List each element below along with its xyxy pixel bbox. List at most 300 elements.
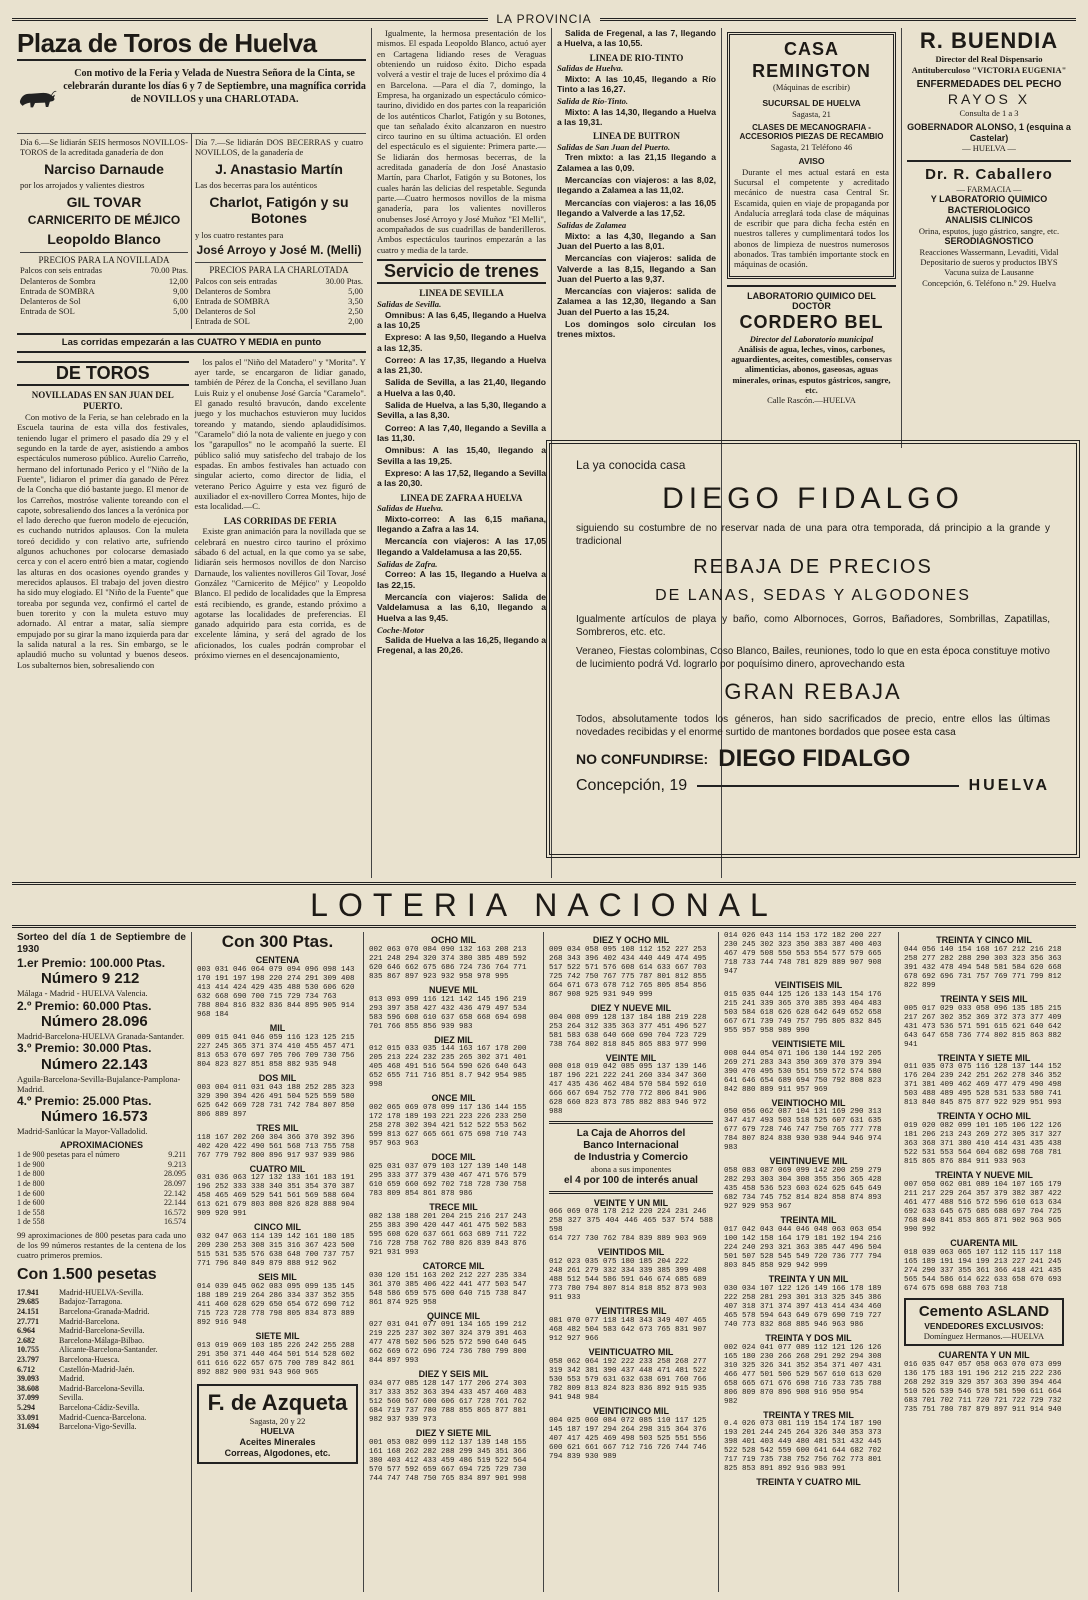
loteria-number-row: 674 675 698 688 703 718 [904, 1284, 1008, 1293]
loteria-group-heading: VEINTIDOS MIL [597, 1247, 665, 1258]
loteria-number-row: 398 401 403 449 480 481 531 432 445 [724, 1438, 882, 1447]
premio-places: Aguila-Barcelona-Sevilla-Bujalance-Pamplona-Madrid. [17, 1073, 181, 1094]
loteria-number-row: 512 560 567 600 606 617 728 761 762 [369, 1398, 527, 1407]
loteria-number-row: 193 201 244 245 264 326 340 353 373 [724, 1429, 882, 1438]
loteria-number-row: 253 264 312 335 363 377 451 496 527 [549, 1022, 707, 1031]
train-entry: Correo: A las 17,35, llegando a Huelva a las 21,30. [377, 354, 546, 376]
loteria-number-row: 402 420 422 490 561 568 713 755 758 [197, 1142, 355, 1151]
loteria-number-row: 955 957 958 989 990 [724, 1026, 810, 1035]
loteria-number-row: 465 578 594 643 649 679 690 719 727 [724, 1311, 882, 1320]
loteria-number-row: 503 488 489 495 528 531 533 580 741 [904, 1090, 1062, 1099]
loteria-number-row: 682 734 745 752 814 824 858 874 893 [724, 1194, 882, 1203]
list1500-number: 6.712 [17, 1364, 35, 1374]
loteria-title: LOTERIA NACIONAL [12, 882, 1076, 928]
loteria-number-row: 227 245 365 371 374 410 455 457 471 [197, 1042, 355, 1051]
loteria-number-row: 248 261 279 332 334 339 385 399 408 [549, 1267, 707, 1276]
loteria-number-row: 501 507 528 545 549 720 736 777 794 [724, 1252, 882, 1261]
loteria-number-row: 012 015 033 035 144 163 167 178 200 [369, 1045, 527, 1054]
loteria-number-row: 018 039 063 065 107 112 115 117 118 [904, 1248, 1062, 1257]
loteria-number-row: 007 050 062 081 089 104 107 165 179 [904, 1180, 1062, 1189]
loteria-number-row: 269 271 283 343 350 369 370 379 394 [724, 1058, 882, 1067]
aprox-row [17, 1198, 186, 1208]
caja-ahorros-ad [549, 1121, 713, 1193]
loteria-premios-column [12, 932, 192, 1592]
loteria-group-heading: VEINTICINCO MIL [593, 1405, 669, 1416]
price-label: Entrada de SOL [20, 306, 75, 317]
loteria-group-heading: DIEZ Y SEIS MIL [418, 1369, 489, 1380]
loteria-number-row: 222 258 281 293 301 313 325 345 386 [724, 1293, 882, 1302]
aprox-number: 28.095 [164, 1169, 186, 1179]
caja-l1: La Caja de Ahorros del [576, 1128, 686, 1140]
loteria-number-row: 004 008 099 128 137 184 188 219 228 [549, 1013, 707, 1022]
caballero-l2: Y LABORATORIO QUIMICO BACTERIOLOGICO [930, 193, 1048, 215]
loteria-number-row: 595 608 620 637 661 663 689 711 722 [369, 1230, 527, 1239]
loteria-number-row: 176 204 239 242 251 262 278 346 352 [904, 1072, 1062, 1081]
train-line-heading: LINEA DE BUITRON [592, 131, 681, 142]
caballero-l1: — FARMACIA — [956, 183, 1022, 194]
price-value: 70.00 Ptas. [150, 265, 188, 276]
loteria-number-row: 466 477 501 506 529 567 610 613 620 [724, 1370, 882, 1379]
train-entry: Mixto-correo: A las 6,15 mañana, llegando a Zafra a las 14. [377, 513, 546, 534]
loteria-grid-2 [197, 955, 358, 1377]
loteria-group-heading: SEIS MIL [258, 1272, 297, 1283]
loteria-number-row: 744 747 748 750 765 834 897 901 998 [369, 1474, 527, 1483]
aprox-label: 1 de 800 [17, 1179, 45, 1189]
fidalgo-name: DIEGO FIDALGO [662, 482, 964, 515]
fidalgo-ad [546, 440, 1080, 858]
remington-ad [727, 32, 896, 279]
loteria-number-row: 003 004 011 031 043 188 252 285 323 [197, 1083, 355, 1092]
cordero-role: Director del Laboratorio municipal [749, 333, 874, 344]
loteria-group-heading: TREINTA Y OCHO MIL [937, 1111, 1031, 1122]
caballero-l6: Reacciones Wassermann, Levaditi, Vidal [919, 247, 1059, 258]
loteria-number-row: 145 187 197 294 264 298 315 364 376 [549, 1425, 707, 1434]
list1500-number: 31.694 [17, 1422, 39, 1432]
loteria-number-row: 317 333 352 363 394 433 457 460 483 [369, 1389, 527, 1398]
loteria-group-heading: DIEZ Y OCHO MIL [592, 935, 670, 945]
loteria-number-row: 667 671 739 749 757 795 805 832 845 [724, 1017, 882, 1026]
loteria-group-heading: TREINTA Y UN MIL [768, 1273, 849, 1284]
aprox-label: 1 de 600 [17, 1188, 45, 1198]
premio-label: 2.º Premio: 60.000 Ptas. [17, 998, 152, 1013]
loteria-group-heading: VEINTE Y UN MIL [593, 1197, 669, 1208]
dia7-comicos: Charlot, Fatigón y su Botones [209, 193, 349, 227]
toros-column [12, 28, 372, 878]
caballero-l3: ANALISIS CLINICOS [945, 215, 1033, 226]
train-entry: Mixto: a las 4,30, llegando a San Juan del Puerto a las 8,01. [557, 230, 716, 251]
remington-aviso-title: AVISO [798, 156, 825, 167]
list1500-row [17, 1345, 186, 1355]
price-value: 3,50 [348, 295, 363, 306]
loteria-number-row: 548 586 659 575 600 640 715 738 847 [369, 1289, 527, 1298]
loteria-group-heading: CENTENA [255, 955, 300, 966]
loteria-number-row: 941 [904, 1040, 918, 1049]
list1500-number: 38.608 [17, 1383, 39, 1393]
loteria-number-row: 058 062 064 192 222 233 258 268 277 [549, 1357, 707, 1366]
loteria-number-row: 738 764 802 818 845 865 883 977 990 [549, 1040, 707, 1049]
list1500-places: Barcelona-Huesca. [59, 1354, 120, 1364]
buendia-name: R. BUENDIA [919, 28, 1059, 53]
list1500-places: Madrid-Cuenca-Barcelona. [59, 1412, 147, 1422]
loteria-number-row: 030 120 151 163 202 212 227 235 334 [369, 1271, 527, 1280]
fidalgo-name2: DIEGO FIDALGO [718, 745, 911, 772]
loteria-number-row: 794 839 930 989 [549, 1452, 617, 1461]
train-entry: Mercancía con viajeros: A las 17,05 llegando a Valdelamusa a las 20,55. [377, 536, 546, 557]
loteria-number-row: 632 668 690 700 715 729 734 763 [197, 993, 337, 1002]
aprox-number: 22.142 [164, 1188, 186, 1198]
train-entry: Omnibus: A las 15,40, llegando a Sevilla a las 19,25. [377, 445, 546, 466]
loteria-number-row: 892 882 900 931 943 960 965 [197, 1368, 319, 1377]
trenes-list-2 [557, 28, 716, 340]
loteria-number-row: 968 184 [197, 1011, 229, 1020]
train-subheading: Salidas de Zalamea [557, 220, 627, 231]
loteria-group-heading: TREINTA Y DOS MIL [765, 1332, 852, 1343]
loteria-number-row: 205 213 224 232 235 265 302 371 401 [369, 1054, 527, 1063]
loteria-number-row: 224 240 293 321 363 385 447 496 504 [724, 1243, 882, 1252]
loteria-number-row: 215 241 339 365 370 385 393 404 483 [724, 999, 882, 1008]
loteria-number-row: 066 069 078 178 212 220 224 231 246 [549, 1208, 707, 1217]
precios-charlotada-list [195, 276, 363, 327]
caballero-name: Dr. R. Caballero [925, 165, 1053, 183]
price-label: Palcos con seis entradas [195, 275, 277, 286]
remington-addr: Sagasta, 21 [792, 108, 831, 119]
loteria-group-heading: NUEVE MIL [428, 984, 478, 995]
loteria-number-row: 044 056 140 154 168 167 212 216 218 [904, 945, 1062, 954]
fidalgo-l5: Todos, absolutamente todos los géneros, han sido sacrificados de precio, entre ellos las últimas novedades recibidas y el enorme surtido de mantones bordados que posee esta casa [576, 714, 1050, 738]
loteria-group-heading: TREINTA Y SIETE MIL [937, 1052, 1031, 1063]
loteria-number-row: 435 458 536 523 603 624 625 645 649 [724, 1185, 882, 1194]
premio-label: 1.er Premio: 100.000 Ptas. [17, 956, 166, 970]
loteria-number-row: 666 667 694 752 770 772 806 841 906 [549, 1090, 707, 1099]
caballero-l7: Depositario de sueros y productos IBYS [920, 257, 1058, 268]
loteria-number-row: 988 [549, 1108, 563, 1117]
loteria-number-row: 014 026 043 114 153 172 182 200 227 [724, 932, 882, 940]
asland-title: Cemento ASLAND [918, 1302, 1050, 1320]
loteria-number-row: 407 318 371 374 397 413 414 434 460 [724, 1302, 882, 1311]
price-row [20, 286, 188, 296]
price-row [20, 306, 188, 316]
precios-novillada-list [20, 265, 188, 316]
train-entry: Mercancías con viajeros: a las 8,02, llegando a Zalamea a las 11,02. [557, 175, 716, 196]
loteria-number-row: 652 655 711 716 851 8.7 942 954 985 [369, 1072, 527, 1081]
de-toros-title: DE TOROS [17, 361, 189, 387]
dia7-ganadero: J. Anastasio Martín [215, 160, 343, 177]
fidalgo-city: HUELVA [968, 777, 1050, 794]
loteria-number-row: 172 178 189 193 221 223 226 233 250 [369, 1113, 527, 1122]
loteria-number-row: 625 642 669 728 731 742 784 807 850 [197, 1101, 355, 1110]
loteria-number-row: 581 583 638 640 660 690 704 723 729 [549, 1031, 707, 1040]
dia6-ganadero: Narciso Darnaude [44, 160, 164, 177]
list1500-row [17, 1307, 186, 1317]
dia7-text2: Las dos becerras para los auténticos [195, 180, 318, 191]
loteria-number-row: 957 963 963 [369, 1140, 419, 1149]
azqueta-l2: Correas, Algodones, etc. [224, 1447, 331, 1458]
price-value: 5,00 [173, 306, 188, 317]
loteria-grid-6 [904, 935, 1064, 1294]
loteria-number-row: 015 035 044 125 126 133 143 154 176 [724, 990, 882, 999]
loteria-grid-5 [724, 932, 893, 1488]
price-row [20, 296, 188, 306]
loteria-number-row: 683 701 702 711 720 721 722 729 732 [904, 1396, 1062, 1405]
aprox-label: 1 de 900 pesetas para el número [17, 1150, 120, 1160]
loteria-number-row: 658 665 671 676 698 716 733 735 788 [724, 1379, 882, 1388]
loteria-number-row: 001 053 082 099 112 137 139 148 155 [369, 1438, 527, 1447]
train-entry: Mixto: A las 10,45, llegando a Río Tinto a las 16,27. [557, 73, 716, 95]
loteria-number-row: 825 853 891 892 916 983 991 [724, 1465, 846, 1474]
loteria-number-row: 136 175 183 191 196 212 215 222 236 [904, 1369, 1062, 1378]
loteria-number-row: 784 807 824 838 930 938 944 946 974 [724, 1135, 882, 1144]
buendia-l1: Director del Real Dispensario Antituberculoso "VICTORIA EUGENIA" [911, 54, 1067, 75]
loteria-number-row: 411 460 628 629 650 654 672 690 712 [197, 1300, 355, 1309]
loteria-number-row: 219 225 237 302 307 324 379 391 463 [369, 1330, 527, 1339]
list1500-row [17, 1326, 186, 1336]
loteria-number-row: 295 333 377 379 430 467 471 576 579 [369, 1171, 527, 1180]
loteria-number-row: 628 660 823 873 785 882 883 946 972 [549, 1099, 707, 1108]
loteria-number-row: 011 035 073 075 116 128 137 144 152 [904, 1063, 1062, 1072]
aprox-row [17, 1150, 186, 1160]
loteria-col5 [719, 932, 899, 1592]
list1500-row [17, 1384, 186, 1394]
loteria-group-heading: TREINTA Y TRES MIL [763, 1409, 854, 1420]
loteria-number-row: 909 920 991 [197, 1210, 247, 1219]
loteria-group-heading: TREINTA Y CUATRO MIL [756, 1477, 861, 1488]
loteria-group-heading: TREINTA Y NUEVE MIL [935, 1170, 1033, 1181]
fidalgo-gran: GRAN REBAJA [724, 679, 902, 704]
toros-continuation: Igualmente, la hermosa presentación de los mismos. El espada Leopoldo Blanco, actuó ayer en Cartagena lidiando reses de Veraguas obteniendo un ruidoso éxito. Dicho espada volverá a vestir el traje de luces el próximo día 4 en Barcelona. —Para el día 7, domingo, la Empresa, ha organizado un espectáculo cómico-taurino, dividido en dos partes con la reaparición de los auténticos Charlot, Fatigón y su Botones, que tan señalado éxito alcanzaron en nuestro circo taurino en su última actuación. El orden del espectáculo es el siguiente: Primera parte.—Se lidiarán dos hermosas becerras, de la acreditada ganadería de don José Anastasio Martín, para Charlot, Fatigón y su Botones, los cuales harán las delicias del respetable. Segunda parte.—Cuatro hermosos novillos de la misma ganadería, para los valientes novilleros onubenses José Arroyo y José Muñoz "El Melli", acompañados de sus cuadrillas de banderilleros. Ambos espectáculos taurinos empezarán a las cuatro y media de la tarde. [377, 28, 546, 255]
train-subheading: Salidas de Huelva. [377, 503, 444, 514]
loteria-number-row: 002 063 070 084 090 132 163 208 213 [369, 945, 527, 954]
price-value: 30.00 Ptas. [325, 275, 363, 286]
azqueta-addr: Sagasta, 20 y 22 [249, 1416, 306, 1427]
torero-gil-tovar: GIL TOVAR [66, 193, 142, 210]
loteria-group-heading: TREINTA MIL [780, 1215, 837, 1226]
loteria-group-heading: VEINTIOCHO MIL [771, 1097, 846, 1108]
sorteo-title: Sorteo del día 1 de Septiembre de 1930 [17, 932, 186, 955]
loteria-number-row: 008 018 019 042 085 095 137 139 146 [549, 1063, 707, 1072]
list1500-places: Madrid-Barcelona-Sevilla. [59, 1383, 145, 1393]
loteria-number-row: 510 526 539 546 578 581 590 611 664 [904, 1387, 1062, 1396]
loteria-grid-3 [369, 935, 538, 1484]
train-line-heading: LINEA DE SEVILLA [419, 288, 504, 299]
loteria-number-row: 717 719 735 738 752 756 762 773 801 [724, 1456, 882, 1465]
loteria-number-row: 911 933 [549, 1294, 581, 1303]
loteria-number-row: 947 [724, 968, 738, 976]
list1500-number: 10.755 [17, 1345, 39, 1355]
con300-title: Con 300 Ptas. [221, 932, 334, 951]
loteria-number-row: 867 908 925 931 949 999 [549, 990, 653, 999]
loteria-number-row: 522 528 542 559 600 641 644 682 702 [724, 1447, 882, 1456]
loteria-number-row: 813 840 845 875 877 922 929 951 993 [904, 1099, 1062, 1108]
price-label: Delanteros de Sombra [195, 285, 271, 296]
premio-number: Número 16.573 [41, 1108, 148, 1126]
loteria-number-row: 583 596 608 610 637 658 668 694 698 [369, 1013, 527, 1022]
dia6-text: Día 6.—Se lidiarán SEIS hermosos NOVILLOS-TOROS de la acreditada ganadería de don [20, 137, 188, 158]
loteria-number-row: 715 723 728 778 798 805 834 873 889 [197, 1309, 355, 1318]
loteria-group-heading: CUARENTA MIL [950, 1237, 1018, 1248]
loteria-number-row: 013 093 099 116 121 142 145 196 219 [369, 995, 527, 1004]
cordero-l1: LABORATORIO QUIMICO DEL DOCTOR [747, 290, 876, 312]
loteria-number-row: 380 403 412 433 459 486 519 522 564 [369, 1456, 527, 1465]
loteria-number-row: 282 293 303 304 308 355 356 365 428 [724, 1176, 882, 1185]
aprox-number: 22.144 [164, 1198, 186, 1208]
price-value: 2,50 [348, 306, 363, 317]
buendia-l4: Consulta de 1 a 3 [959, 107, 1019, 118]
loteria-number-row: 678 692 696 731 757 769 771 799 812 [904, 972, 1062, 981]
list1500-places: Barcelona-Vigo-Sevilla. [59, 1422, 137, 1432]
de-toros-text2: los palos el "Niño del Matadero" y "Morita". Y ayer tarde, se encargaron de lidiar ganado, también de Pérez de la Concha, el sevillano Juan Luis Ruiz y el onubense José García "Caramelo". El ganado resultó bravucón, dando excelente juego y los muchachos estuvieron muy lucidos toreando y matando, siendo aplaudidísimos. "Caramelo" dió la nota de valiente en juego y con los "garapullos" no le acompañó la suerte. El público salió muy satisfecho del trabajo de los espadas. En ambos festivales han actuado con singular acierto, como director de lidia, el veterano Perico Aguirre y esta vez figuró de auxiliador el ex-novillero Correa Montes, hijo de esta localidad.—C. [194, 356, 366, 512]
list1500-places: Madrid-HUELVA-Sevilla. [59, 1287, 144, 1297]
loteria-number-row: 912 927 966 [549, 1334, 599, 1343]
buendia-l3: RAYOS X [947, 90, 1031, 107]
loteria-number-row: 515 531 535 576 638 648 700 737 757 [197, 1251, 355, 1260]
train-entry: Tren mixto: a las 21,15 llegando a Zalamea a las 0,09. [557, 152, 716, 173]
premio-label: 3.º Premio: 30.000 Ptas. [17, 1041, 152, 1056]
aprox-number: 16.572 [164, 1207, 186, 1217]
loteria-group-heading: TRES MIL [256, 1122, 299, 1133]
loteria-col3 [364, 932, 544, 1592]
loteria-number-row: 804 823 827 851 858 882 935 948 [197, 1060, 337, 1069]
remington-title: CASA REMINGTON [752, 39, 871, 81]
loteria-group-heading: TRECE MIL [429, 1201, 478, 1212]
caballero-ad [907, 160, 1071, 288]
loteria-number-row: 391 432 478 494 548 581 584 620 668 [904, 963, 1062, 972]
train-entry: Salida de Huelva, a las 5,30, llegando a Sevilla, a las 8,30. [377, 400, 546, 421]
price-row [195, 296, 363, 306]
loteria-number-row: 005 017 029 033 058 096 135 185 215 [904, 1004, 1062, 1013]
loteria-number-row: 861 874 925 958 [369, 1298, 437, 1307]
loteria-number-row: 165 189 191 194 199 213 227 241 245 [904, 1257, 1062, 1266]
premio-places: Málaga - Madrid - HUELVA Valencia. [17, 988, 148, 999]
aprox-number: 9.211 [168, 1150, 186, 1160]
cordero-addr: Calle Rascón.—HUELVA [767, 395, 856, 405]
train-line-heading: LINEA DE RIO-TINTO [589, 52, 684, 63]
remington-sucursal: SUCURSAL DE HUELVA [762, 98, 861, 109]
loteria-number-row: 835 867 897 923 932 958 978 995 [369, 972, 509, 981]
aprox-row [17, 1208, 186, 1218]
aprox-row [17, 1179, 186, 1189]
loteria-number-row: 0.4 026 073 081 119 154 174 187 190 [724, 1420, 882, 1429]
loteria-number-row: 806 889 897 [197, 1110, 247, 1119]
loteria-section [12, 932, 1076, 1592]
precios-novillada-title: PRECIOS PARA LA NOVILLADA [20, 252, 188, 266]
loteria-group-heading: VEINTISEIS MIL [774, 980, 843, 990]
loteria-number-row: 517 522 571 576 608 614 633 667 703 [549, 963, 707, 972]
loteria-number-row: 941 948 984 [549, 1393, 599, 1402]
list1500-row [17, 1413, 186, 1423]
masthead-title: LA PROVINCIA [496, 12, 592, 26]
loteria-number-row: 310 325 326 341 352 354 371 407 431 [724, 1361, 882, 1370]
fidalgo-lanas: DE LANAS, SEDAS Y ALGODONES [655, 587, 971, 604]
loteria-group-heading: CATORCE MIL [422, 1260, 485, 1271]
loteria-number-row: 600 621 661 667 712 716 726 744 746 [549, 1443, 707, 1452]
loteria-group-heading: MIL [269, 1023, 286, 1034]
con1500-title: Con 1.500 pesetas [17, 1265, 157, 1283]
remington-clases: CLASES DE MECANOGRAFIA - ACCESORIOS PIEZAS DE RECAMBIO [739, 122, 884, 142]
loteria-number-row: 347 417 493 503 518 525 607 631 635 [724, 1117, 882, 1126]
list1500-row [17, 1336, 186, 1346]
price-value: 2,00 [348, 316, 363, 327]
loteria-number-row: 620 646 662 675 686 724 736 764 771 [369, 963, 527, 972]
loteria-number-row: 050 056 062 087 104 131 169 290 313 [724, 1108, 882, 1117]
list1500-number: 17.941 [17, 1287, 39, 1297]
price-value: 9,00 [173, 285, 188, 296]
loteria-number-row: 468 482 504 583 642 673 765 831 907 [549, 1325, 707, 1334]
price-row [20, 265, 188, 275]
list1500-number: 23.797 [17, 1354, 39, 1364]
price-label: Palcos con seis entradas [20, 265, 102, 276]
list1500-places: Madrid-Barcelona-Sevilla. [59, 1326, 145, 1336]
loteria-number-row: 008 044 054 071 106 130 144 192 205 [724, 1049, 882, 1058]
remington-column [722, 28, 902, 448]
loteria-number-row: 477 478 502 506 525 572 590 640 645 [369, 1339, 527, 1348]
loteria-number-row: 118 167 202 260 304 366 370 392 396 [197, 1133, 355, 1142]
aprox-row [17, 1189, 186, 1199]
loteria-number-row: 058 083 087 069 099 142 200 259 279 [724, 1167, 882, 1176]
train-entry: Expreso: A las 17,52, llegando a Sevilla a las 20,30. [377, 467, 546, 489]
trenes-title: Servicio de trenes [377, 259, 546, 285]
loteria-group-heading: DIEZ MIL [434, 1034, 473, 1045]
trenes-column-1 [372, 28, 552, 878]
loteria-number-row: 725 742 750 767 775 787 801 812 855 [549, 972, 707, 981]
loteria-number-row: 735 751 780 787 879 897 911 914 940 [904, 1405, 1062, 1414]
loteria-col6 [899, 932, 1069, 1592]
fidalgo-rebaja: REBAJA DE PRECIOS [693, 556, 933, 578]
plaza-toros-title: Plaza de Toros de Huelva [17, 28, 366, 61]
loteria-number-row: 034 077 085 128 147 177 206 274 303 [369, 1380, 527, 1389]
loteria-number-row: 081 070 077 118 148 343 349 407 465 [549, 1316, 707, 1325]
list1500-row [17, 1297, 186, 1307]
loteria-number-row: 701 766 855 856 939 983 [369, 1022, 473, 1031]
caballero-l9: Concepción, 6. Teléfono n.º 29. Huelva [922, 277, 1056, 288]
loteria-group-heading: OCHO MIL [431, 935, 476, 945]
asland-l2: Domínguez Hermanos.—HUELVA [923, 1330, 1045, 1341]
loteria-number-row: 221 248 294 320 374 380 385 489 592 [369, 954, 527, 963]
cordero-name: CORDERO BEL [739, 312, 884, 333]
fidalgo-l3: Igualmente artículos de playa y baño, como Albornoces, Gorros, Bañadores, Sombrillas, Zapatillas, Sombreros, etc. etc. [576, 614, 1050, 638]
premio-number: Número 22.143 [41, 1055, 148, 1073]
loteria-number-row: 788 804 816 832 836 844 895 905 914 [197, 1002, 355, 1011]
loteria-group-heading: VEINTISIETE MIL [771, 1038, 845, 1049]
loteria-number-row: 503 584 618 626 628 642 649 652 658 [724, 1008, 882, 1017]
caja-l2: Banco Internacional [583, 1140, 679, 1152]
loteria-number-row: 407 417 425 469 498 503 525 551 556 [549, 1434, 707, 1443]
loteria-number-row: 718 733 744 748 781 829 889 907 908 [724, 959, 882, 967]
premio-number: Número 9 212 [41, 970, 140, 988]
loteria-grid-6b [904, 1350, 1064, 1415]
de-toros-sub2: LAS CORRIDAS DE FERIA [223, 515, 337, 526]
loteria-col2 [192, 932, 364, 1592]
premio-number: Número 28.096 [41, 1012, 148, 1030]
loteria-number-row: 716 728 758 762 780 826 839 843 876 [369, 1239, 527, 1248]
loteria-number-row: 268 292 319 329 357 363 390 394 464 [904, 1378, 1062, 1387]
fidalgo-addr: Concepción, 19 [576, 777, 688, 794]
loteria-number-row: 211 217 229 264 357 379 382 387 422 [904, 1189, 1062, 1198]
loteria-group-heading: VEINTE MIL [605, 1052, 657, 1063]
loteria-group-heading: CUATRO MIL [249, 1163, 306, 1174]
loteria-group-heading: VEINTITRES MIL [595, 1306, 667, 1317]
fidalgo-l2: siguiendo su costumbre de no reservar nada de una para otra temporada, dá principio a la grande y tradicional [576, 523, 1050, 547]
loteria-number-row: 773 780 794 807 814 818 852 873 903 [549, 1285, 707, 1294]
list1500-places: Badajoz-Tarragona. [59, 1297, 123, 1307]
loteria-number-row: 014 039 045 062 083 095 099 135 145 [197, 1282, 355, 1291]
loteria-number-row: 181 206 213 243 269 272 305 317 327 [904, 1131, 1062, 1140]
loteria-number-row: 927 929 953 967 [724, 1203, 792, 1212]
loteria-number-row: 431 473 536 571 591 615 621 640 642 [904, 1022, 1062, 1031]
loteria-number-row: 614 727 730 762 784 839 889 903 969 [549, 1235, 707, 1244]
price-row [195, 276, 363, 286]
fidalgo-l4: Veraneo, Fiestas colombinas, Coso Blanco, Bailes, reuniones, todo lo que en esta época constituye motivo de lucimiento podrá Vd. lograrlo por poquísimo dinero, aprovechando esta [576, 646, 1050, 670]
loteria-group-heading: ONCE MIL [431, 1093, 476, 1104]
